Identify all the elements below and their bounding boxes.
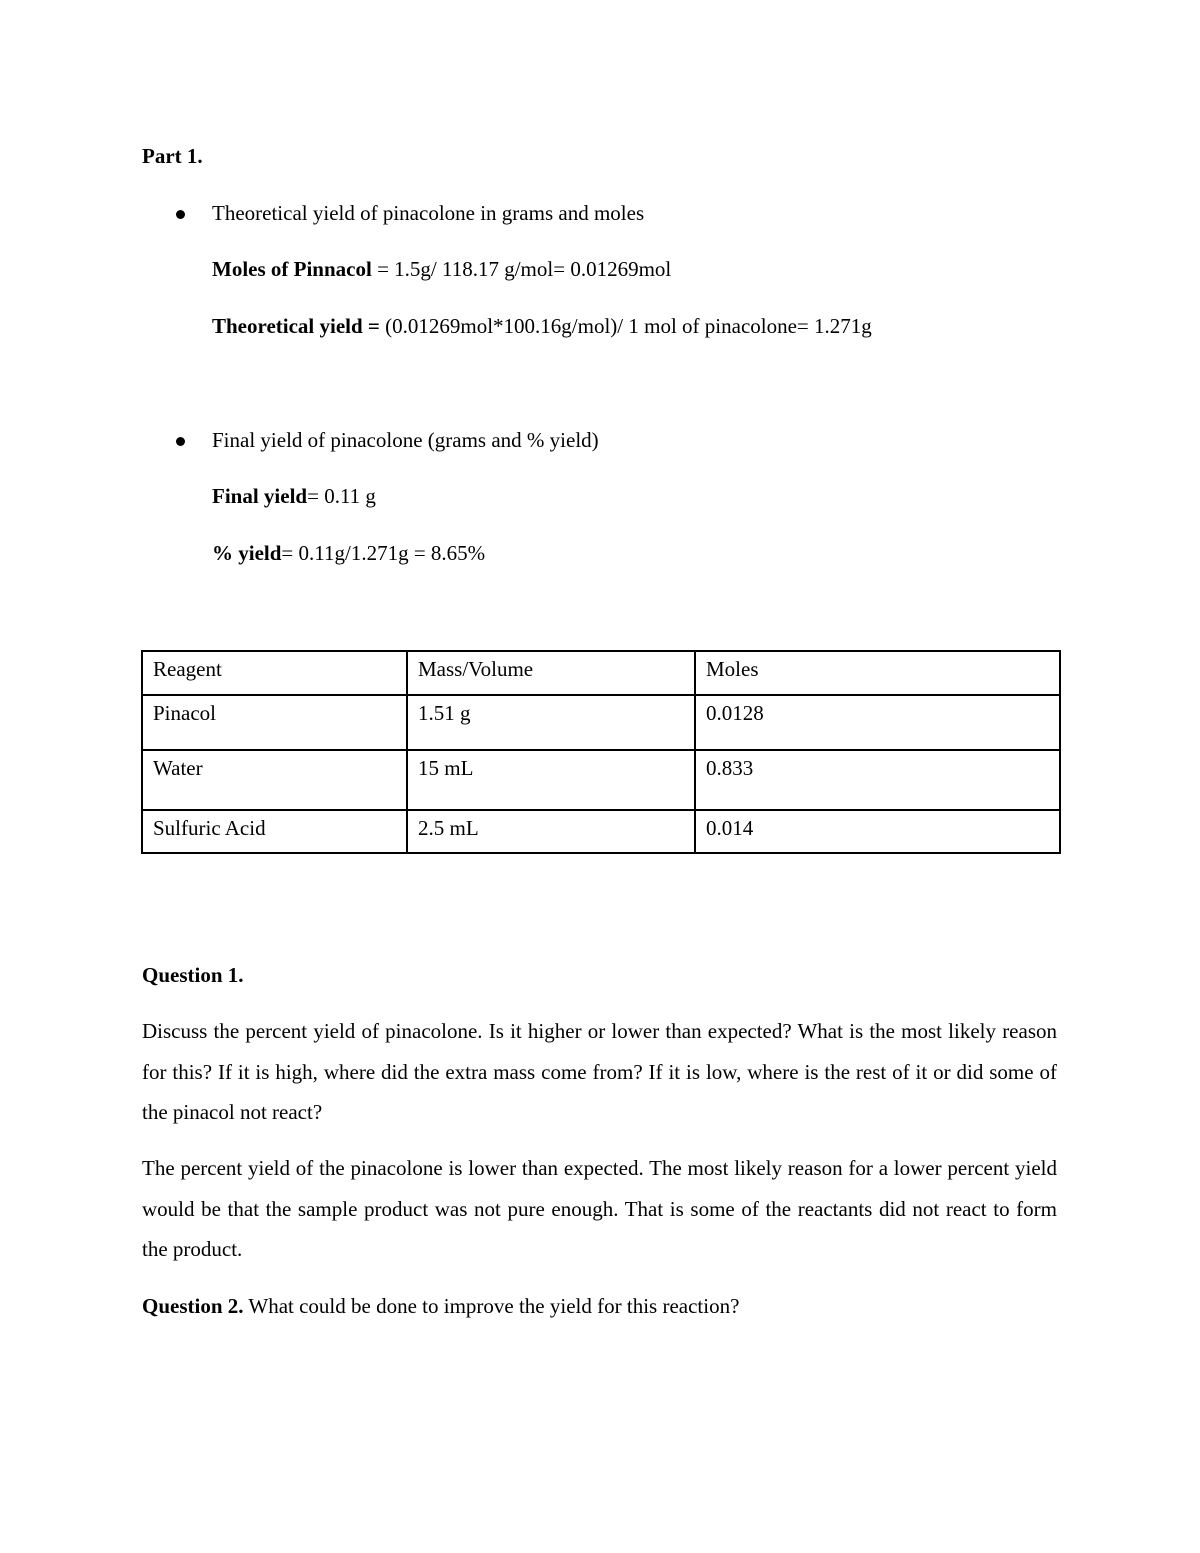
table-row [142, 750, 1060, 810]
theoretical-yield-value: (0.01269mol*100.16g/mol)/ 1 mol of pinacolone= 1.271g [379, 314, 872, 338]
table-header-cell: Reagent [142, 651, 407, 695]
table-cell: 15 mL [407, 750, 695, 810]
final-yield-value: = 0.11 g [307, 484, 376, 508]
table-cell: 1.51 g [407, 695, 695, 750]
table-cell: 2.5 mL [407, 810, 695, 853]
table-row [142, 695, 1060, 750]
table-cell: Pinacol [142, 695, 407, 750]
question-1-answer: The percent yield of the pinacolone is lower than expected. The most likely reason for a lower percent yield would be that the sample product was not pure enough. That is some of the reactants did not react to form the product. [142, 1156, 1057, 1261]
bullet-icon [176, 437, 185, 446]
percent-yield-value: = 0.11g/1.271g = 8.65% [281, 541, 486, 565]
bullet-final-yield: Final yield of pinacolone (grams and % yield) [212, 428, 599, 452]
question-2 [142, 1294, 739, 1319]
bullet-theoretical-yield: Theoretical yield of pinacolone in grams and moles [212, 201, 645, 225]
question-1-heading: Question 1. [142, 963, 244, 987]
question-2-label: Question 2. [142, 1294, 244, 1318]
moles-value: = 1.5g/ 118.17 g/mol= 0.01269mol [371, 257, 672, 281]
theoretical-yield-label: Theoretical yield = [212, 314, 380, 338]
moles-label: Moles of Pinnacol [212, 257, 372, 281]
reagents-table [141, 650, 1061, 854]
percent-yield-label: % yield [212, 541, 282, 565]
theoretical-yield-calculation [212, 314, 872, 339]
question-2-text: What could be done to improve the yield for this reaction? [243, 1294, 740, 1318]
question-1-text: Discuss the percent yield of pinacolone. Is it higher or lower than expected? What is the most likely reason for this? If it is high, where did the extra mass come from? If it is low, where is the rest of it or did some of the pinacol not react? [142, 1019, 1057, 1124]
table-cell: Sulfuric Acid [142, 810, 407, 853]
table-cell: Water [142, 750, 407, 810]
final-yield-label: Final yield [212, 484, 308, 508]
moles-calculation [212, 257, 671, 282]
table-cell: 0.014 [695, 810, 1060, 853]
table-cell: 0.833 [695, 750, 1060, 810]
bullet-icon [176, 210, 185, 219]
table-row [142, 810, 1060, 853]
percent-yield-calculation [212, 541, 485, 566]
table-header-cell: Mass/Volume [407, 651, 695, 695]
table-header-row [142, 651, 1060, 695]
table-header-cell: Moles [695, 651, 1060, 695]
part-heading: Part 1. [142, 144, 203, 168]
table-cell: 0.0128 [695, 695, 1060, 750]
final-yield-calculation [212, 484, 376, 509]
